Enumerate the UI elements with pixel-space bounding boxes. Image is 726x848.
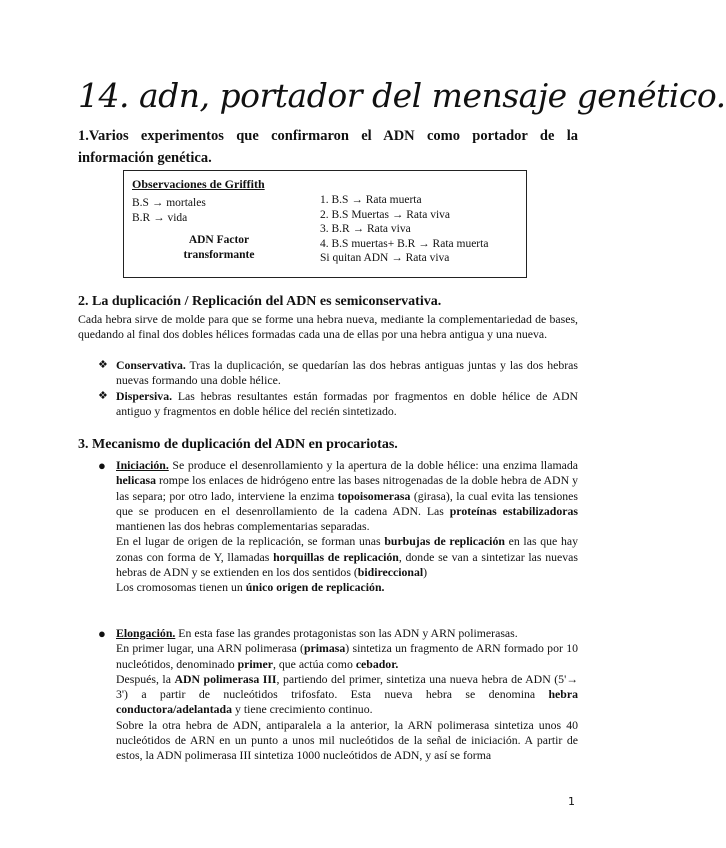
bold-term: único origen de replicación. <box>245 580 385 595</box>
bold-term: hebra conductora/adelantada <box>116 687 578 717</box>
page-title: 14. adn, portador del mensaje genético. <box>78 76 726 115</box>
iniciacion-paragraph-1 <box>116 458 578 534</box>
factor-line-2: transformante <box>183 249 255 261</box>
conservativa-text: Tras la duplicación, se quedarían las dos hebras antiguas juntas y las dos hebras nuevas formando una doble hélice. <box>116 358 578 388</box>
bold-term: topoisomerasa <box>337 488 411 503</box>
griffith-right-item: 1. B.S → Rata muerta <box>320 194 422 206</box>
text-span: Después, la <box>116 671 175 686</box>
section-3-heading: 3. Mecanismo de duplicación del ADN en procariotas. <box>78 437 398 452</box>
text-span: En el lugar de origen de la replicación, se forman unas <box>116 534 385 549</box>
elongacion-paragraph-2 <box>116 641 578 672</box>
bold-term: ADN polimerasa III <box>174 671 277 686</box>
dispersiva-text: Las hebras resultantes están formadas por fragmentos en doble hélice de ADN antiguo y fragmentos en doble hélice del recién sintetizado. <box>116 389 578 419</box>
text-span: , donde se van a sintetizar las nuevas hebras de ADN y se extienden en los dos sentidos ( <box>116 549 579 580</box>
bold-term: proteínas estabilizadoras <box>449 503 578 518</box>
bold-term: bidireccional <box>357 565 424 580</box>
griffith-title: Observaciones de Griffith <box>132 177 265 191</box>
text-span: rompe los enlaces de hidrógeno entre las bases nitrogenadas de la doble hebra de ADN y las separa; por otro lado, interviene la enzima <box>116 473 578 503</box>
bold-term: helicasa <box>116 473 156 488</box>
section-1-heading: 1.Varios experimentos que confirmaron el ADN como portador de la información genética. <box>78 128 578 166</box>
griffith-right-item: Si quitan ADN → Rata viva <box>320 252 450 264</box>
diamond-bullet-icon: ❖ <box>98 390 108 402</box>
elongacion-label: Elongación. <box>116 626 176 640</box>
bullet-icon: ● <box>98 458 106 473</box>
text-span: en las que hay zonas con forma de Y, llamadas <box>116 534 579 564</box>
text-span: Se produce el desenrollamiento y la apertura de la doble hélice: una enzima llamada <box>168 458 578 472</box>
text-span: , que actúa como <box>272 656 356 671</box>
text-span: ) sintetiza un fragmento de ARN formado por 10 nucleótidos, denominado <box>116 641 578 671</box>
section-2-intro: Cada hebra sirve de molde para que se forme una hebra nueva, mediante la complementariedad de bases, quedando al final dos dobles hélices formadas cada una de ellas por una hebra antigua y una nueva. <box>78 312 578 342</box>
term-dispersiva: Dispersiva. <box>116 389 173 403</box>
text-span: mantienen las dos hebras complementarias separadas. <box>116 519 370 534</box>
factor-line-1: ADN Factor <box>188 234 250 246</box>
griffith-right-item: 3. B.R → Rata viva <box>320 223 411 235</box>
iniciacion-label: Iniciación. <box>116 458 169 472</box>
text-span: En primer lugar, una ARN polimerasa ( <box>116 641 304 656</box>
adn-factor-label <box>164 233 274 263</box>
diamond-bullet-icon: ❖ <box>98 359 108 371</box>
griffith-right-item: 4. B.S muertas+ B.R → Rata muerta <box>320 237 489 250</box>
elongacion-paragraph-1 <box>116 626 578 641</box>
text-span: y tiene crecimiento continuo. <box>232 702 373 717</box>
list-item-conservativa <box>116 358 578 389</box>
bold-term: horquillas de replicación <box>273 549 399 564</box>
bullet-icon: ● <box>98 626 106 641</box>
griffith-box <box>123 170 527 278</box>
elongacion-paragraph-4: Sobre la otra hebra de ADN, antiparalela a la anterior, la ARN polimerasa sintetiza unos 40 nucleótidos de ARN en un punto a unos mil nucleótidos de la señal de iniciación. A partir de estos, la ADN polimerasa III sintetiza 1000 nucleótidos de ADN, y así se forma <box>116 717 578 763</box>
text-span: En esta fase las grandes protagonistas son las ADN y ARN polimerasas. <box>175 626 518 640</box>
page-number: 1 <box>568 795 575 808</box>
text-span: , partiendo del primer, sintetiza una nueva hebra de ADN (5'→ 3') a partir de nucleótidos trifosfato. Esta nueva hebra se denomina <box>116 671 578 702</box>
term-conservativa: Conservativa. <box>116 358 186 372</box>
griffith-left-item: B.R → vida <box>132 212 188 224</box>
list-item-dispersiva <box>116 389 578 420</box>
elongacion-block <box>116 626 578 764</box>
iniciacion-paragraph-3 <box>116 580 578 595</box>
bold-term: cebador. <box>355 656 399 671</box>
text-span: Los cromosomas tienen un <box>116 580 246 595</box>
elongacion-paragraph-3 <box>116 672 578 718</box>
iniciacion-paragraph-2 <box>116 534 578 580</box>
text-span: ) <box>423 565 428 580</box>
bold-term: primasa <box>303 641 346 656</box>
bold-term: burbujas de replicación <box>384 534 505 549</box>
text-span: (girasa), la cual evita las tensiones que se producen en el desenrollamiento de la cadena ADN. Las <box>116 488 579 518</box>
iniciacion-block <box>116 458 578 596</box>
griffith-left-item: B.S → mortales <box>132 197 206 209</box>
section-2-heading: 2. La duplicación / Replicación del ADN es semiconservativa. <box>78 294 442 309</box>
griffith-right-item: 2. B.S Muertas → Rata viva <box>320 208 450 221</box>
bold-term: primer <box>237 656 273 671</box>
